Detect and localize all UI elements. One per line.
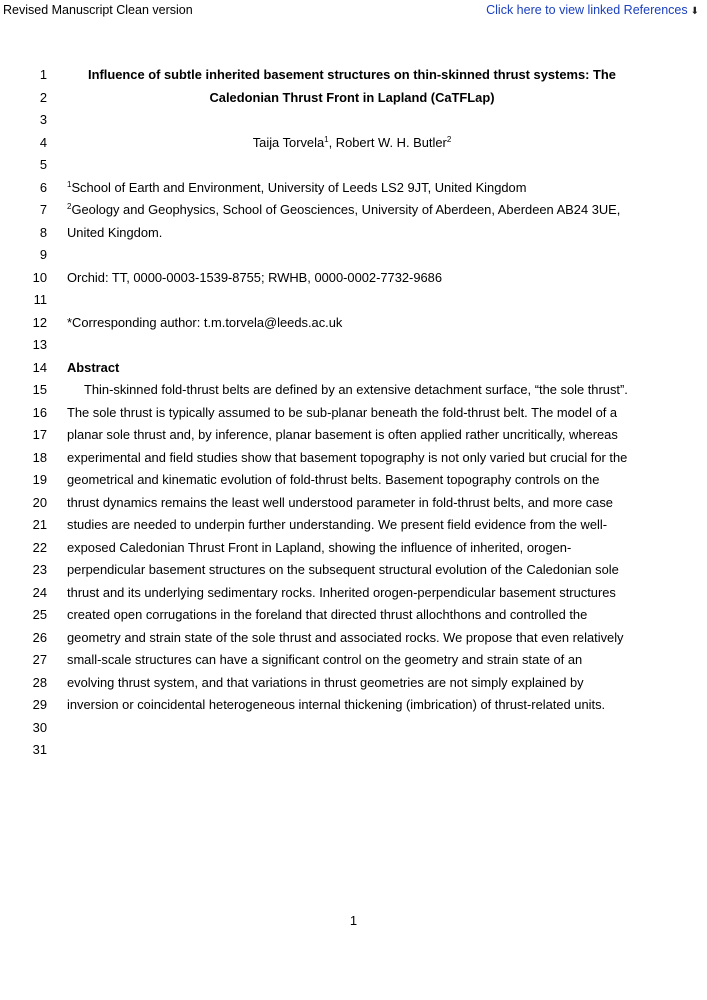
line-number: 7 — [39, 202, 47, 217]
line-number: 15 — [32, 382, 47, 397]
line-number: 1 — [39, 67, 47, 82]
affiliation-marker: 1 — [67, 180, 72, 189]
page-number: 1 — [349, 913, 358, 928]
line-number: 11 — [33, 292, 47, 307]
manuscript-line — [0, 697, 707, 720]
manuscript-line — [0, 292, 707, 315]
manuscript-line — [0, 450, 707, 473]
line-number: 20 — [32, 495, 47, 510]
line-number: 24 — [32, 585, 47, 600]
line-number: 22 — [32, 540, 47, 555]
line-number: 8 — [39, 225, 47, 240]
manuscript-line — [0, 270, 707, 293]
line-number: 18 — [32, 450, 47, 465]
manuscript-line — [0, 427, 707, 450]
author-name: Robert W. H. Butler — [335, 135, 447, 150]
line-number: 10 — [32, 270, 47, 285]
manuscript-version-label: Revised Manuscript Clean version — [3, 3, 193, 17]
manuscript-line — [0, 112, 707, 135]
line-number: 23 — [32, 562, 47, 577]
abstract-line: thrust and its underlying sedimentary rocks. Inherited orogen-perpendicular basement structures — [67, 585, 616, 600]
author-name: Taija Torvela — [252, 135, 325, 150]
abstract-line: inversion or coincidental heterogeneous internal thickening (imbrication) of thrust-related units. — [67, 697, 606, 712]
manuscript-line — [0, 180, 707, 203]
abstract-line: studies are needed to underpin further understanding. We present field evidence from the well- — [67, 517, 608, 532]
line-number: 30 — [32, 720, 47, 735]
line-number: 14 — [32, 360, 47, 375]
manuscript-line — [0, 247, 707, 270]
orchid-ids: Orchid: TT, 0000-0003-1539-8755; RWHB, 0000-0002-7732-9686 — [67, 270, 443, 285]
author-list — [67, 135, 637, 151]
line-number: 19 — [32, 472, 47, 487]
paper-title-line-1: Influence of subtle inherited basement structures on thin-skinned thrust systems: The — [88, 67, 616, 82]
abstract-line: created open corrugations in the foreland that directed thrust allochthons and controlled the — [67, 607, 588, 622]
corresponding-author: *Corresponding author: t.m.torvela@leeds.ac.uk — [67, 315, 343, 330]
manuscript-line — [0, 382, 707, 405]
download-icon[interactable]: ⬇ — [690, 6, 699, 17]
manuscript-line — [0, 360, 707, 383]
line-number: 28 — [32, 675, 47, 690]
abstract-heading: Abstract — [67, 360, 120, 375]
affiliation-text: School of Earth and Environment, University of Leeds LS2 9JT, United Kingdom — [71, 180, 527, 195]
line-number: 6 — [39, 180, 47, 195]
abstract-line: experimental and field studies show that basement topography is not only varied but crucial for the — [67, 450, 628, 465]
manuscript-line — [0, 675, 707, 698]
linked-references-text[interactable]: Click here to view linked References — [486, 3, 688, 17]
abstract-line: Thin-skinned fold-thrust belts are defined by an extensive detachment surface, “the sole thrust”. — [84, 382, 628, 397]
line-number: 26 — [32, 630, 47, 645]
line-number: 29 — [32, 697, 47, 712]
abstract-line: geometry and strain state of the sole thrust and associated rocks. We propose that even relatively — [67, 630, 624, 645]
manuscript-line — [0, 517, 707, 540]
paper-title-line-2: Caledonian Thrust Front in Lapland (CaTFLap) — [209, 90, 495, 105]
abstract-line: exposed Caledonian Thrust Front in Lapland, showing the influence of inherited, orogen- — [67, 540, 572, 555]
abstract-line: evolving thrust system, and that variations in thrust geometries are not simply explained by — [67, 675, 584, 690]
manuscript-line — [0, 90, 707, 113]
abstract-line: perpendicular basement structures on the subsequent structural evolution of the Caledonian sole — [67, 562, 619, 577]
affiliation-text: Geology and Geophysics, School of Geosciences, University of Aberdeen, Aberdeen AB24 3UE, — [71, 202, 621, 217]
manuscript-line — [0, 540, 707, 563]
author-separator: , — [328, 135, 336, 150]
line-number: 9 — [39, 247, 47, 262]
line-number: 5 — [39, 157, 47, 172]
line-number: 2 — [39, 90, 47, 105]
manuscript-line — [0, 607, 707, 630]
manuscript-line — [0, 495, 707, 518]
line-number: 25 — [32, 607, 47, 622]
affiliation-marker: 1 — [324, 135, 329, 144]
manuscript-line — [0, 337, 707, 360]
manuscript-line — [0, 562, 707, 585]
line-number: 13 — [32, 337, 47, 352]
affiliation-2-continued: United Kingdom. — [67, 225, 163, 240]
affiliation-marker: 2 — [67, 202, 72, 211]
manuscript-line — [0, 742, 707, 765]
affiliation-1 — [67, 180, 526, 196]
line-number: 31 — [32, 742, 47, 757]
abstract-line: small-scale structures can have a significant control on the geometry and strain state of an — [67, 652, 583, 667]
abstract-line: The sole thrust is typically assumed to be sub-planar beneath the fold-thrust belt. The model of a — [67, 405, 618, 420]
linked-references-link[interactable] — [486, 3, 699, 17]
manuscript-line — [0, 67, 707, 90]
line-number: 4 — [39, 135, 47, 150]
abstract-line: thrust dynamics remains the least well understood parameter in fold-thrust belts, and more case — [67, 495, 613, 510]
manuscript-line — [0, 135, 707, 158]
manuscript-line — [0, 202, 707, 225]
line-number: 12 — [32, 315, 47, 330]
abstract-line: geometrical and kinematic evolution of fold-thrust belts. Basement topography controls on the — [67, 472, 600, 487]
line-number: 16 — [32, 405, 47, 420]
line-number: 21 — [32, 517, 47, 532]
line-number: 27 — [32, 652, 47, 667]
manuscript-line — [0, 225, 707, 248]
manuscript-line — [0, 157, 707, 180]
manuscript-line — [0, 652, 707, 675]
manuscript-line — [0, 630, 707, 653]
manuscript-line — [0, 585, 707, 608]
manuscript-line — [0, 405, 707, 428]
line-number: 17 — [32, 427, 47, 442]
manuscript-line — [0, 315, 707, 338]
manuscript-line — [0, 472, 707, 495]
manuscript-line — [0, 720, 707, 743]
abstract-line: planar sole thrust and, by inference, planar basement is often applied rather uncritically, whereas — [67, 427, 618, 442]
affiliation-marker: 2 — [446, 135, 452, 144]
line-number: 3 — [39, 112, 47, 127]
affiliation-2 — [67, 202, 620, 218]
